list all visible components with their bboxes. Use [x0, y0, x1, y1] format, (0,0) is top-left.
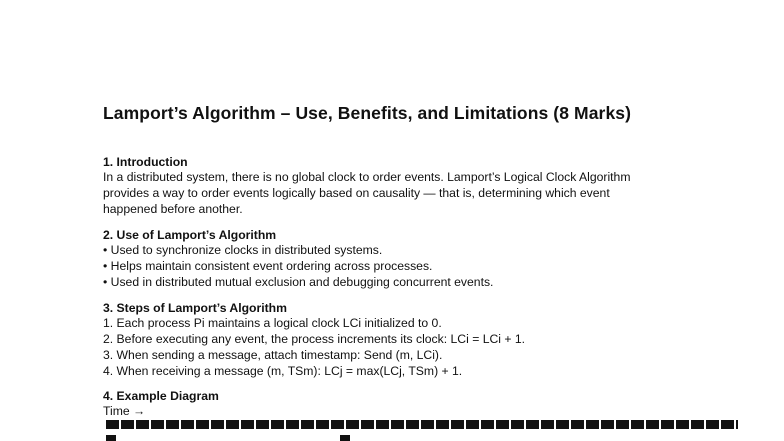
step-item: 3. When sending a message, attach timestamp: Send (m, LCi).	[103, 348, 443, 362]
time-axis-label: Time →	[103, 404, 146, 418]
section-heading-steps: 3. Steps of Lamport’s Algorithm	[103, 301, 287, 315]
intro-line: provides a way to order events logically based on causality — that is, determining which event	[103, 186, 610, 200]
use-bullet: • Used to synchronize clocks in distributed systems.	[103, 243, 383, 257]
step-item: 4. When receiving a message (m, TSm): LCj = max(LCj, TSm) + 1.	[103, 364, 463, 378]
section-heading-introduction: 1. Introduction	[103, 155, 188, 169]
use-bullet: • Used in distributed mutual exclusion and debugging concurrent events.	[103, 275, 494, 289]
diagram-timeline-bar	[106, 420, 738, 429]
intro-line: In a distributed system, there is no global clock to order events. Lamport’s Logical Clock Algorithm	[103, 170, 631, 184]
step-item: 2. Before executing any event, the process increments its clock: LCi = LCi + 1.	[103, 332, 526, 346]
diagram-process-marker	[106, 435, 116, 441]
step-item: 1. Each process Pi maintains a logical clock LCi initialized to 0.	[103, 316, 442, 330]
use-bullet: • Helps maintain consistent event ordering across processes.	[103, 259, 433, 273]
intro-line: happened before another.	[103, 202, 243, 216]
diagram-process-marker	[340, 435, 350, 441]
section-heading-use: 2. Use of Lamport’s Algorithm	[103, 228, 277, 242]
page-title: Lamport’s Algorithm – Use, Benefits, and Limitations (8 Marks)	[103, 103, 632, 123]
section-heading-example: 4. Example Diagram	[103, 389, 219, 403]
